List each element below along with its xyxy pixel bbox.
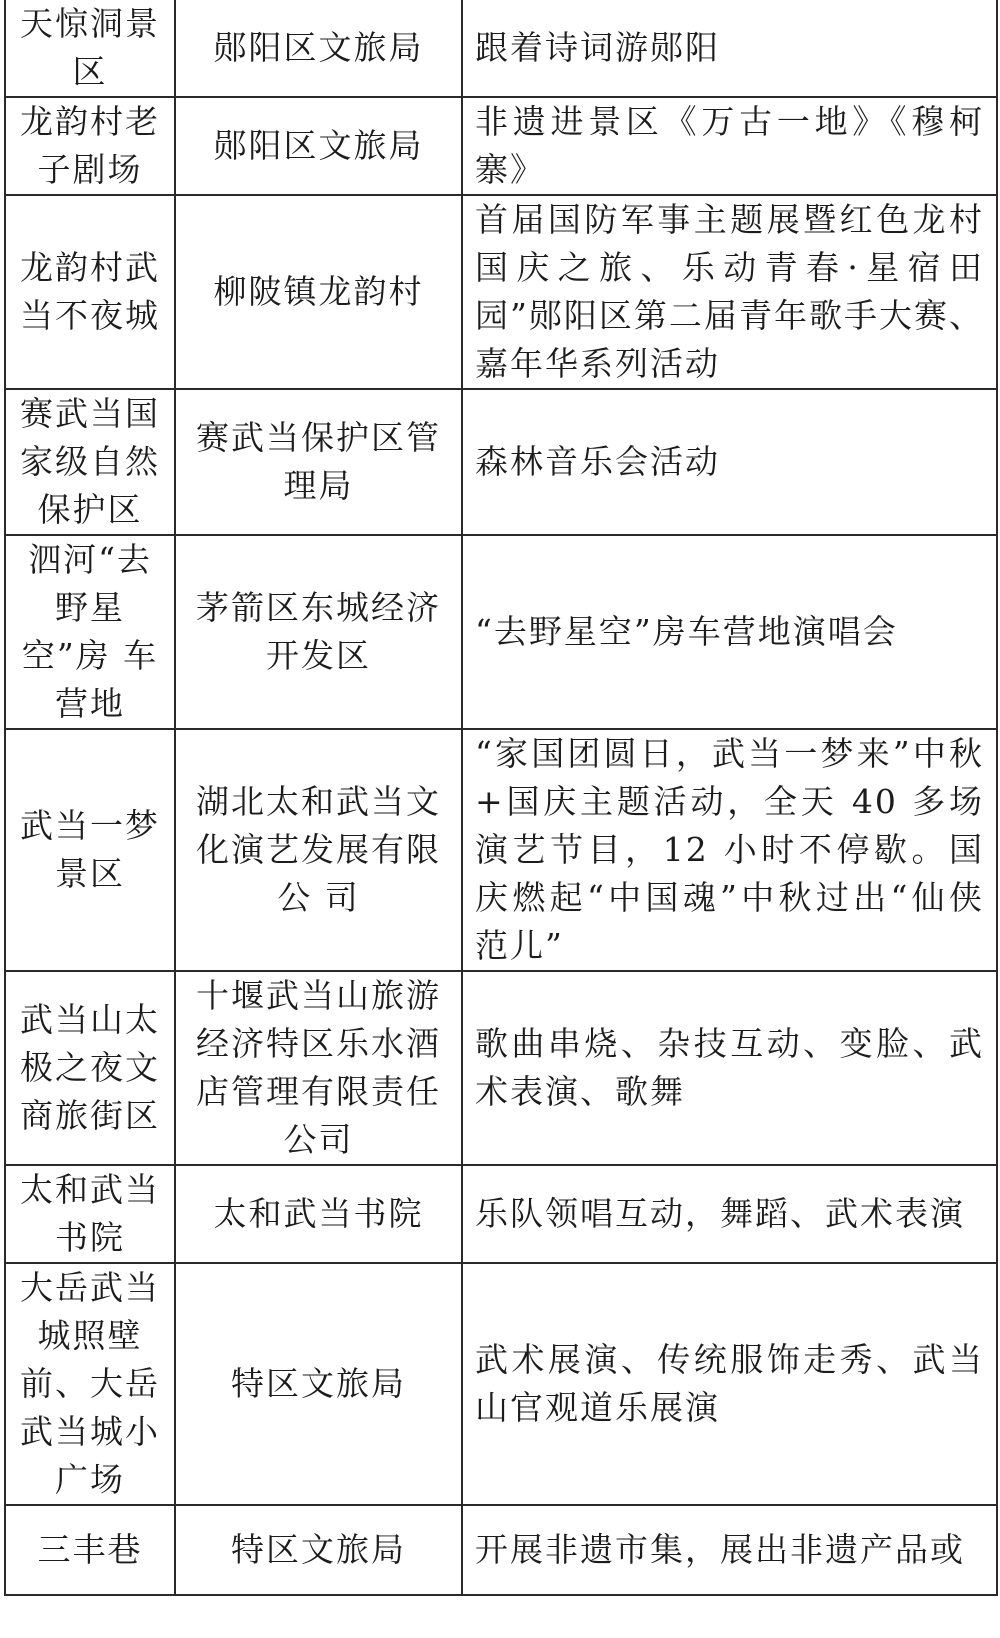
venue-cell: 泗河“去野星空”房 车营地 xyxy=(5,535,175,729)
organizer-cell: 柳陂镇龙韵村 xyxy=(175,195,462,389)
table-row xyxy=(5,1263,997,1505)
organizer-cell: 太和武当书院 xyxy=(175,1165,462,1263)
table-row xyxy=(5,1165,997,1263)
activity-cell: 非遗进景区《万古一地》《穆柯寨》 xyxy=(462,97,997,195)
table-row xyxy=(5,729,997,971)
organizer-cell: 特区文旅局 xyxy=(175,1263,462,1505)
organizer-cell: 郧阳区文旅局 xyxy=(175,0,462,97)
organizer-cell: 特区文旅局 xyxy=(175,1505,462,1595)
activity-cell: 歌曲串烧、杂技互动、变脸、武术表演、歌舞 xyxy=(462,971,997,1165)
table-row xyxy=(5,535,997,729)
table-row xyxy=(5,1505,997,1595)
organizer-cell: 赛武当保护区管理局 xyxy=(175,389,462,535)
activity-cell: 开展非遗市集，展出非遗产品或 xyxy=(462,1505,997,1595)
activity-cell: 跟着诗词游郧阳 xyxy=(462,0,997,97)
events-table-body xyxy=(5,0,997,1595)
activity-cell: 森林音乐会活动 xyxy=(462,389,997,535)
venue-cell: 赛武当国家级自然保护区 xyxy=(5,389,175,535)
venue-cell: 大岳武当城照壁前、大岳武当城小广场 xyxy=(5,1263,175,1505)
venue-cell: 龙韵村武当不夜城 xyxy=(5,195,175,389)
venue-cell: 武当一梦景区 xyxy=(5,729,175,971)
activity-cell: 首届国防军事主题展暨红色龙村国庆之旅、乐动青春·星宿田园”郧阳区第二届青年歌手大赛、嘉年华系列活动 xyxy=(462,195,997,389)
activity-cell: 乐队领唱互动，舞蹈、武术表演 xyxy=(462,1165,997,1263)
table-row xyxy=(5,971,997,1165)
activity-cell: 武术展演、传统服饰走秀、武当山官观道乐展演 xyxy=(462,1263,997,1505)
activity-cell: “去野星空”房车营地演唱会 xyxy=(462,535,997,729)
venue-cell: 天惊洞景区 xyxy=(5,0,175,97)
table-row xyxy=(5,97,997,195)
venue-cell: 太和武当书院 xyxy=(5,1165,175,1263)
activity-cell: “家国团圆日，武当一梦来”中秋+国庆主题活动，全天 40 多场演艺节目，12 小时不停歇。国庆燃起“中国魂”中秋过出“仙侠范儿” xyxy=(462,729,997,971)
table-row xyxy=(5,0,997,97)
organizer-cell: 郧阳区文旅局 xyxy=(175,97,462,195)
venue-cell: 龙韵村老子剧场 xyxy=(5,97,175,195)
organizer-cell: 湖北太和武当文化演艺发展有限公 司 xyxy=(175,729,462,971)
table-row xyxy=(5,195,997,389)
table-row xyxy=(5,389,997,535)
venue-cell: 武当山太极之夜文商旅街区 xyxy=(5,971,175,1165)
organizer-cell: 茅箭区东城经济开发区 xyxy=(175,535,462,729)
venue-cell: 三丰巷 xyxy=(5,1505,175,1595)
organizer-cell: 十堰武当山旅游经济特区乐水酒店管理有限责任公司 xyxy=(175,971,462,1165)
events-table xyxy=(4,0,998,1596)
